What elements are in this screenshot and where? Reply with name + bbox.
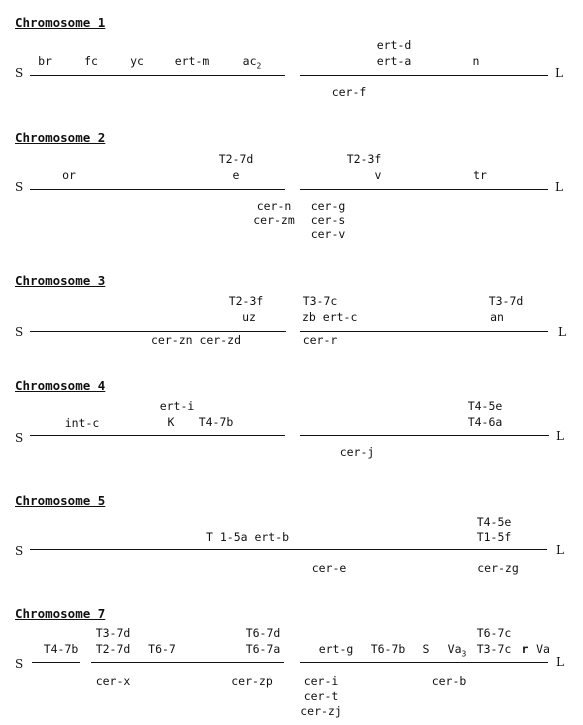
chr2-marker: T2-7d (218, 152, 254, 166)
chr2-marker-below: cer-s (310, 213, 346, 227)
chr3-marker: T2-3f (228, 294, 264, 308)
chr7-marker-va3: $Va_3$ (447, 642, 467, 659)
chr5-right-end: L (556, 543, 564, 557)
chr2-marker-below: cer-zm (253, 213, 295, 227)
chr4-marker-below: cer-j (339, 445, 375, 459)
chr7-marker: S (422, 642, 430, 656)
chr5-marker: T 1-5a ert-b (206, 530, 290, 544)
chr4-marker: int-c (64, 416, 100, 430)
chr7-marker: ert-g (318, 642, 354, 656)
chr3-marker: T3-7c (302, 294, 338, 308)
chr2-left-end: S (15, 180, 24, 194)
chr1-marker: ert-d (376, 38, 412, 52)
chr1-marker: br (38, 54, 52, 68)
chr1-marker-below: cer-f (331, 85, 367, 99)
chr7-right-end: L (556, 655, 564, 669)
chr7-marker-below: cer-b (431, 674, 467, 688)
chr1-right-arm (300, 75, 548, 76)
chr3-left-arm (30, 331, 286, 332)
chr7-marker-below: cer-zp (231, 674, 273, 688)
chr2-left-arm (30, 189, 285, 190)
chr3-marker: uz (242, 310, 256, 324)
chr2-marker: e (232, 168, 240, 182)
chromosome-4-title: Chromosome 4 (15, 378, 106, 393)
chr1-marker: ert-a (376, 54, 412, 68)
chr3-marker: zb ert-c (302, 310, 358, 324)
chr3-right-end: L (558, 325, 566, 339)
chr1-left-end: S (15, 66, 24, 80)
chr7-marker-below: cer-x (95, 674, 131, 688)
chromosome-2-title: Chromosome 2 (15, 130, 106, 145)
chr1-left-arm (30, 75, 285, 76)
chr7-marker: T6-7a (245, 642, 281, 656)
chr1-right-end: L (555, 66, 563, 80)
chr4-marker: T4-6a (467, 415, 503, 429)
chr3-right-arm (300, 331, 548, 332)
chr5-marker: T4-5e (476, 515, 512, 529)
chr4-left-arm (30, 435, 285, 436)
chr1-marker: fc (84, 54, 98, 68)
chr2-marker-below: cer-g (310, 199, 346, 213)
chr4-right-arm (300, 435, 549, 436)
chr7-left-arm (91, 662, 284, 663)
chr7-marker: T6-7c (476, 626, 512, 640)
chr2-right-arm (300, 189, 548, 190)
chr7-marker: T3-7c (476, 642, 512, 656)
chr4-marker: K (167, 415, 175, 429)
chr5-left-end: S (15, 544, 24, 558)
chr2-right-end: L (555, 180, 563, 194)
chr2-marker-below: cer-n (256, 199, 292, 213)
chr7-marker: r (521, 642, 529, 656)
chr7-marker-below: cer-zj (300, 704, 342, 718)
chr5-marker-below: cer-zg (477, 561, 519, 575)
chr2-marker: v (374, 168, 382, 182)
chr2-marker: or (62, 168, 76, 182)
chr1-marker-ac2: $ac_2$ (242, 54, 262, 71)
chr7-left-arm-short (32, 662, 80, 663)
chromosome-7-title: Chromosome 7 (15, 606, 106, 621)
chr1-marker: yc (130, 54, 144, 68)
chr5-marker: T1-5f (476, 530, 512, 544)
chr4-marker: ert-i (159, 399, 195, 413)
chr4-marker: T4-5e (467, 399, 503, 413)
chr2-marker-below: cer-v (310, 227, 346, 241)
chr7-marker: T3-7d (95, 626, 131, 640)
chr7-marker: T4-7b (43, 642, 79, 656)
chr7-marker: T6-7b (370, 642, 406, 656)
chromosome-5-title: Chromosome 5 (15, 493, 106, 508)
chr4-marker: T4-7b (198, 415, 234, 429)
chr7-marker-below: cer-i (303, 674, 339, 688)
chr4-right-end: L (556, 429, 564, 443)
chr3-marker-below: cer-r (302, 333, 338, 347)
chr3-left-end: S (15, 325, 24, 339)
chr7-marker: T6-7d (245, 626, 281, 640)
chr5-chromosome-line (30, 549, 547, 550)
chr4-left-end: S (15, 431, 24, 445)
chr2-marker: tr (473, 168, 487, 182)
chr7-right-arm (300, 662, 548, 663)
chr3-marker-below: cer-zn cer-zd (151, 333, 242, 347)
chr7-marker-below: cer-t (303, 689, 339, 703)
chr3-marker: an (490, 310, 504, 324)
chr2-marker: T2-3f (346, 152, 382, 166)
chr7-marker: T6-7 (148, 642, 176, 656)
chr1-marker: n (472, 54, 480, 68)
chr3-marker: T3-7d (488, 294, 524, 308)
chr5-marker-below: cer-e (311, 561, 347, 575)
chr7-marker: Va (536, 642, 550, 656)
chromosome-1-title: Chromosome 1 (15, 15, 106, 30)
chr7-left-end: S (15, 657, 24, 671)
chr7-marker: T2-7d (95, 642, 131, 656)
chromosome-3-title: Chromosome 3 (15, 273, 106, 288)
chr1-marker: ert-m (174, 54, 210, 68)
